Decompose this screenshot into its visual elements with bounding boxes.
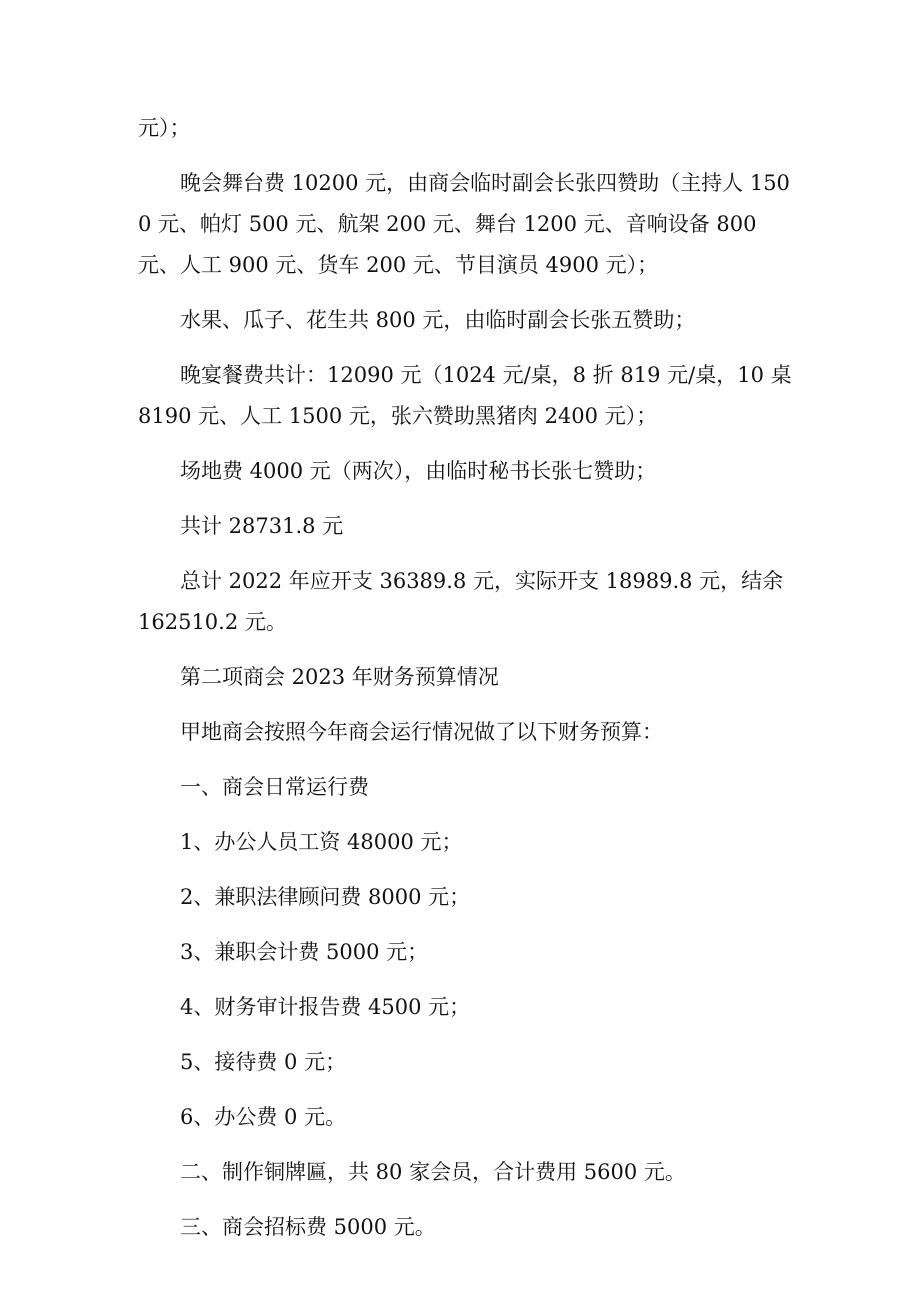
budget-heading-daily-operation: 一、商会日常运行费 [180, 775, 369, 799]
paragraph-continuation: 元）； [138, 116, 191, 140]
budget-item-accountant: 3、兼职会计费 5000 元； [180, 940, 429, 964]
document-body [138, 108, 800, 1262]
budget-item-staff-salary: 1、办公人员工资 48000 元； [180, 830, 463, 854]
paragraph-snacks-cost: 水果、瓜子、花生共 800 元，由临时副会长张五赞助； [180, 308, 696, 332]
paragraph-total-2022: 总计 2022 年应开支 36389.8 元，实际开支 18989.8 元，结余 162510.2 元。 [138, 569, 784, 634]
budget-item-audit-report: 4、财务审计报告费 4500 元； [180, 995, 471, 1019]
paragraph-stage-cost: 晚会舞台费 10200 元，由商会临时副会长张四赞助（主持人 1500 元、帕灯 500 元、航架 200 元、舞台 1200 元、音响设备 800 元、人工 900 元、货车 200 元、节目演员 4900 元）； [138, 171, 790, 277]
section-heading-2023-budget: 第二项商会 2023 年财务预算情况 [180, 665, 499, 689]
paragraph-budget-intro: 甲地商会按照今年商会运行情况做了以下财务预算： [180, 720, 663, 744]
paragraph-venue-cost: 场地费 4000 元（两次），由临时秘书长张七赞助； [180, 459, 657, 483]
paragraph-dinner-cost: 晚宴餐费共计：12090 元（1024 元/桌，8 折 819 元/桌，10 桌 8190 元、人工 1500 元，张六赞助黑猪肉 2400 元）； [138, 363, 792, 428]
paragraph-subtotal: 共计 28731.8 元 [180, 514, 344, 538]
budget-heading-tender: 三、商会招标费 5000 元。 [180, 1215, 436, 1239]
budget-item-office: 6、办公费 0 元。 [180, 1105, 347, 1129]
budget-item-legal-advisor: 2、兼职法律顾问费 8000 元； [180, 885, 471, 909]
budget-heading-plaques: 二、制作铜牌匾，共 80 家会员，合计费用 5600 元。 [180, 1160, 686, 1184]
budget-item-reception: 5、接待费 0 元； [180, 1050, 347, 1074]
